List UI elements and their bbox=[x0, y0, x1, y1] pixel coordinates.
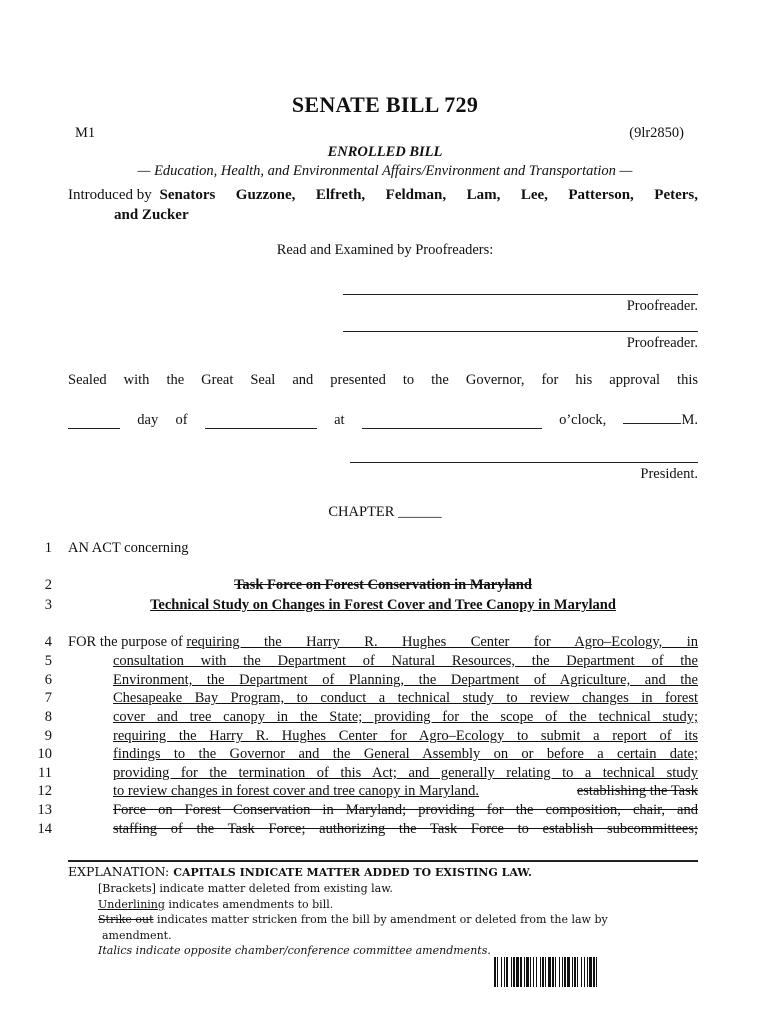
day-blank bbox=[68, 414, 120, 429]
underlining-rest: indicates amendments to bill. bbox=[164, 898, 334, 911]
at-word: at bbox=[334, 412, 345, 428]
purpose-line-start bbox=[68, 634, 698, 651]
amended-title bbox=[68, 597, 698, 614]
brackets-key: [Brackets] indicate matter deleted from existing law. bbox=[98, 882, 393, 895]
line-number: 3 bbox=[44, 597, 52, 613]
proofreader-label-2: Proofreader. bbox=[626, 335, 698, 351]
m-word: M. bbox=[681, 412, 698, 428]
enrolled-label: ENROLLED BILL bbox=[327, 144, 443, 160]
president-signature-line bbox=[350, 462, 698, 463]
document-number: (9lr2850) bbox=[629, 125, 684, 141]
read-examined-label: Read and Examined by Proofreaders: bbox=[276, 242, 494, 258]
proofreader-label-1: Proofreader. bbox=[626, 298, 698, 314]
strike-word: Strike out bbox=[98, 913, 154, 926]
line-number: 8 bbox=[44, 709, 52, 725]
underlining-key bbox=[98, 898, 333, 911]
italics-key: Italics indicate opposite chamber/conference committee amendments. bbox=[98, 944, 491, 957]
barcode-image bbox=[494, 957, 678, 987]
sponsors-line-2: and Zucker bbox=[114, 207, 189, 223]
of-word: of bbox=[175, 412, 188, 428]
chapter-label: CHAPTER ______ bbox=[328, 504, 442, 520]
bill-text-line: providing for the termination of this Act; and generally relating to a technical study bbox=[113, 765, 698, 781]
line-number: 11 bbox=[38, 765, 52, 781]
strike-key-continued: amendment. bbox=[102, 929, 172, 942]
line-number: 2 bbox=[44, 577, 52, 593]
bill-text-line: Environment, the Department of Planning, the Department of Agriculture, and the bbox=[113, 672, 698, 688]
meridiem-blank bbox=[623, 409, 681, 424]
introduced-by bbox=[68, 185, 698, 225]
explanation-heading bbox=[68, 864, 532, 879]
act-concerning: AN ACT concerning bbox=[68, 540, 189, 556]
time-blank bbox=[362, 414, 542, 429]
struck-text: establishing the Task bbox=[576, 783, 698, 799]
purpose-amendment: requiring the Harry R. Hughes Center for Agro–Ecology, in bbox=[186, 634, 698, 650]
strike-key bbox=[98, 913, 608, 926]
day-word: day bbox=[137, 412, 159, 428]
oclock-word: o’clock, bbox=[559, 412, 607, 428]
bill-text-line: consultation with the Department of Natural Resources, the Department of the bbox=[113, 653, 698, 669]
underlining-word: Underlining bbox=[98, 898, 165, 911]
bill-text-line-struck: staffing of the Task Force; authorizing the Task Force to establish subcommittees; bbox=[113, 821, 698, 837]
amended-title-text: Technical Study on Changes in Forest Cover and Tree Canopy in Maryland bbox=[150, 597, 616, 613]
bill-text-line: cover and tree canopy in the State; providing for the scope of the technical study; bbox=[113, 709, 698, 725]
proofreader-signature-line-1 bbox=[343, 294, 698, 295]
purpose-prefix: FOR the purpose of bbox=[68, 634, 187, 650]
sealed-statement: Sealed with the Great Seal and presented to the Governor, for his approval this bbox=[68, 372, 698, 388]
intro-prefix: Introduced by bbox=[68, 187, 156, 203]
line-number: 13 bbox=[37, 802, 52, 818]
bill-text-line: requiring the Harry R. Hughes Center for Agro–Ecology to submit a report of its bbox=[113, 728, 698, 744]
committee-line: — Education, Health, and Environmental Affairs/Environment and Transportation — bbox=[137, 163, 633, 179]
line-number: 9 bbox=[44, 728, 52, 744]
proofreader-signature-line-2 bbox=[343, 331, 698, 332]
bill-title: SENATE BILL 729 bbox=[291, 92, 479, 117]
line-number: 7 bbox=[44, 690, 52, 706]
amended-text: to review changes in forest cover and tree canopy in Maryland. bbox=[113, 783, 479, 799]
explanation-divider bbox=[68, 860, 698, 862]
line-number: 1 bbox=[44, 540, 52, 556]
line-number: 6 bbox=[44, 672, 52, 688]
line-number: 5 bbox=[44, 653, 52, 669]
bill-text-line: Chesapeake Bay Program, to conduct a technical study to review changes in forest bbox=[113, 690, 698, 706]
bill-text-line: findings to the Governor and the General Assembly on or before a certain date; bbox=[113, 746, 698, 762]
line-number: 10 bbox=[37, 746, 52, 762]
line-number: 14 bbox=[37, 821, 52, 837]
explanation-label: EXPLANATION: bbox=[68, 864, 174, 879]
bill-text-line-mixed bbox=[113, 783, 698, 800]
date-time-row bbox=[68, 409, 698, 429]
struck-title: Task Force on Forest Conservation in Maryland bbox=[234, 577, 532, 593]
bill-code: M1 bbox=[75, 125, 96, 141]
sponsors-line-1: Senators Guzzone, Elfreth, Feldman, Lam, Lee, Patterson, Peters, bbox=[159, 187, 698, 203]
line-number: 12 bbox=[37, 783, 52, 799]
month-blank bbox=[205, 414, 317, 429]
explanation-caps: CAPITALS INDICATE MATTER ADDED TO EXISTING LAW. bbox=[173, 866, 532, 879]
president-label: President. bbox=[640, 466, 698, 482]
strike-rest: indicates matter stricken from the bill by amendment or deleted from the law by bbox=[153, 913, 608, 926]
line-number: 4 bbox=[44, 634, 52, 650]
bill-text-line-struck: Force on Forest Conservation in Maryland; providing for the composition, chair, and bbox=[113, 802, 698, 818]
